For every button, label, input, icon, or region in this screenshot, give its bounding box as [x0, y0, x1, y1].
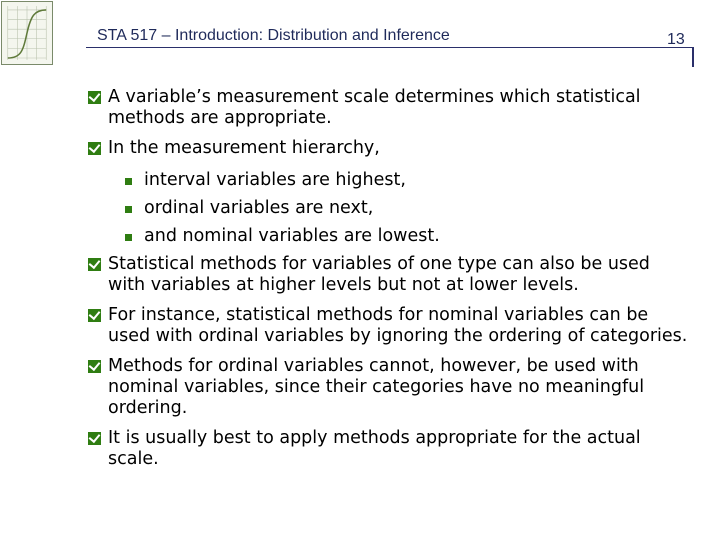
sub-bullet-item	[88, 226, 688, 247]
checkbox-bullet-icon	[88, 432, 101, 445]
square-bullet-icon	[125, 178, 132, 185]
logo	[1, 1, 53, 65]
bullet-text: For instance, statistical methods for nominal variables can be used with ordinal variables by ignoring the ordering of categories.	[108, 305, 688, 346]
sub-bullet-text: interval variables are highest,	[144, 170, 406, 190]
bullet-item	[88, 428, 688, 470]
sub-bullet-item	[88, 198, 688, 219]
bullet-text: In the measurement hierarchy,	[108, 138, 380, 158]
page-number: 13	[667, 31, 685, 48]
square-bullet-icon	[125, 234, 132, 241]
slide-body	[88, 87, 688, 470]
header-divider-tick	[692, 47, 694, 67]
checkbox-bullet-icon	[88, 309, 101, 322]
sub-bullet-text: ordinal variables are next,	[144, 198, 374, 218]
sub-bullet-text: and nominal variables are lowest.	[144, 226, 440, 246]
bullet-item	[88, 138, 688, 159]
bullet-text: It is usually best to apply methods appropriate for the actual scale.	[108, 428, 641, 469]
slide-title: STA 517 – Introduction: Distribution and Inference	[97, 27, 450, 44]
bullet-text: Statistical methods for variables of one type can also be used with variables at higher levels but not at lower levels.	[108, 254, 650, 295]
bullet-text: Methods for ordinal variables cannot, however, be used with nominal variables, since their categories have no meaningful ordering.	[108, 356, 645, 418]
sub-bullet-item	[88, 170, 688, 191]
checkbox-bullet-icon	[88, 142, 101, 155]
bullet-item	[88, 305, 688, 347]
checkbox-bullet-icon	[88, 360, 101, 373]
bullet-item	[88, 254, 688, 296]
bullet-text: A variable’s measurement scale determines which statistical methods are appropriate.	[108, 87, 641, 128]
cumulative-curve-icon	[2, 2, 52, 64]
bullet-item	[88, 356, 688, 419]
square-bullet-icon	[125, 206, 132, 213]
bullet-item	[88, 87, 688, 129]
checkbox-bullet-icon	[88, 258, 101, 271]
checkbox-bullet-icon	[88, 91, 101, 104]
header-divider	[86, 47, 693, 48]
